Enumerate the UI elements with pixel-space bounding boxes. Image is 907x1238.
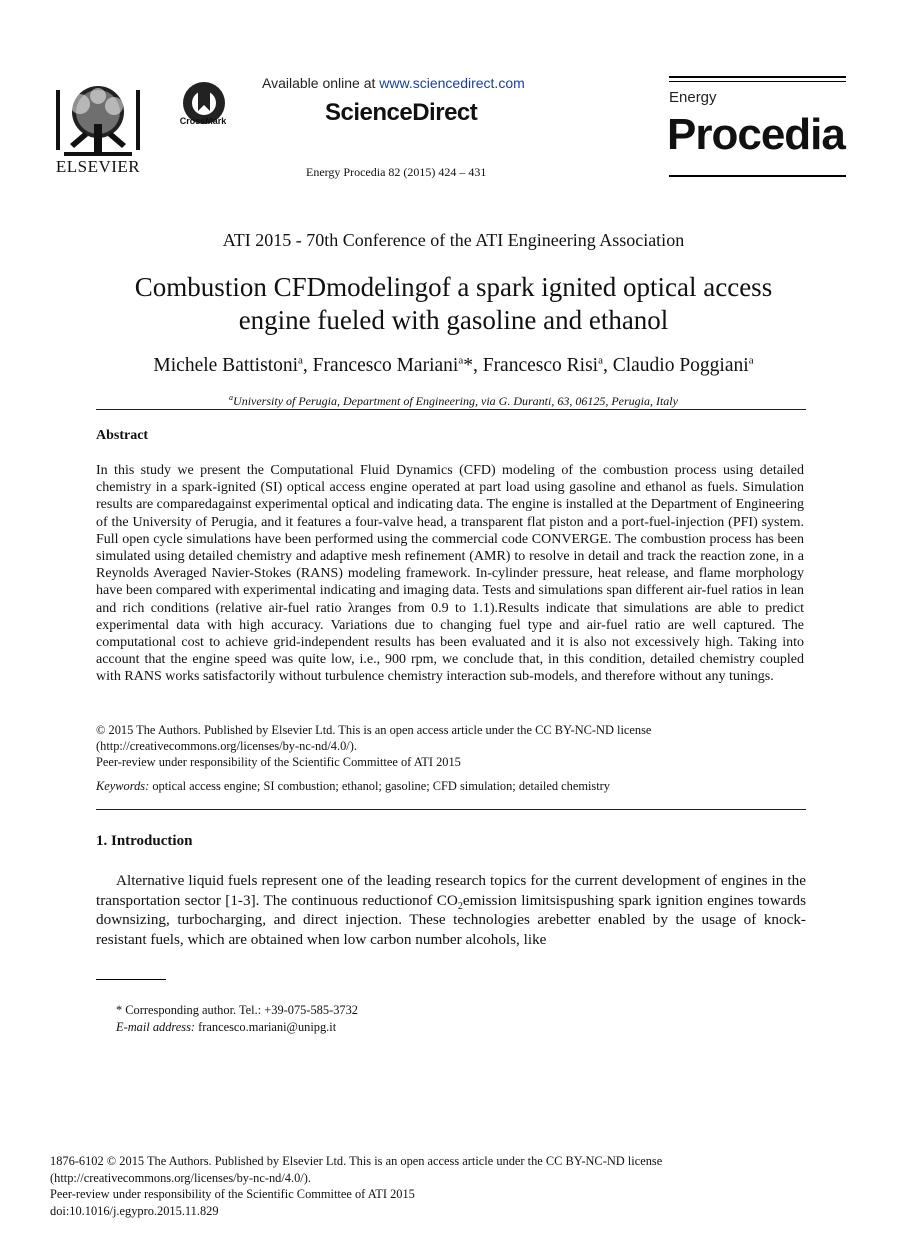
license-notice [96,722,806,770]
author-separator: , [602,355,613,376]
abstract-heading: Abstract [96,428,149,443]
email-address[interactable]: francesco.mariani@unipg.it [195,1020,337,1034]
journal-reference: Energy Procedia 82 (2015) 424 – 431 [306,165,487,179]
abstract-text: In this study we present the Computational Fluid Dynamics (CFD) modeling of the combustion process using detailed chemistry in a spark-ignited (SI) optical access engine operated at part load using gasoline and ethanol as fuels. Simulation results are comparedagainst experimental optical and indicating data. The engine is installed at the Department of Engineering of the University of Perugia, and it features a four-valve head, a transparent flat piston and a port-fuel-injection (PFI) system. Full open cycle simulations have been performed using the commercial code CONVERGE. The combustion process has been simulated using detailed chemistry and adaptive mesh refinement (AMR) to resolve in detail and track the reaction zone, in a Reynolds Averaged Navier-Stokes (RANS) modeling framework. In-cylinder pressure, heat release, and flame morphology have been compared with experimental indicating and imaging data. Tests and simulations span different air-fuel ratios in lean and rich conditions (relative air-fuel ratio λranges from 0.9 to 1.1).Results indicate that simulations are able to predict experimental data with high accuracy. Variations due to changing fuel type and air-fuel ratio are well captured. The computational cost to achieve grid-independent results has been evaluated and it is also not excessively high. Taking into account that the engine speed was quite low, i.e., 900 rpm, we conclude that, in this condition, detailed chemistry coupled with RANS works satisfactorily without turbulence chemistry interaction sub-models, and therefore without any tunings. [96,463,804,685]
license-link[interactable]: (http://creativecommons.org/licenses/by-nc-nd/4.0/). [96,739,357,753]
sciencedirect-link[interactable]: www.sciencedirect.com [379,75,525,91]
affiliation-mark: a [229,393,234,402]
email-label: E-mail address: [116,1020,196,1034]
license-line: © 2015 The Authors. Published by Elsevier Ltd. This is an open access article under the CC BY-NC-ND license [96,723,652,737]
affiliation-text: University of Perugia, Department of Engineering, via G. Duranti, 63, 06125, Perugia, Italy [233,394,678,408]
subscript: 2 [457,900,463,912]
introduction-text [96,871,806,949]
author-name: Michele Battistoni [153,355,299,376]
intro-text-b: emission limitsispushing spark ignition engines towards downsizing, turbocharging, and direct injection. These technologies arebetter enabled by the usage of knock-resistant fuels, which are obtained when low carbon number alcohols, like [96,891,806,948]
corresponding-author: * Corresponding author. Tel.: +39-075-585-3732 [116,1003,358,1017]
elsevier-wordmark: ELSEVIER [55,157,141,176]
journal-logo-rule-top [669,76,846,78]
footer-peer-review: Peer-review under responsibility of the Scientific Committee of ATI 2015 [50,1187,415,1202]
title-line-2: engine fueled with gasoline and ethanol [238,305,669,335]
author-affil-mark: a [598,354,603,367]
footer-doi[interactable]: doi:10.1016/j.egypro.2015.11.829 [50,1203,219,1218]
available-online [262,75,525,91]
journal-logo-procedia: Procedia [667,110,845,159]
journal-logo-energy: Energy [669,89,717,106]
divider [96,809,806,810]
divider [96,409,806,410]
author-name: Claudio Poggiani [612,355,749,376]
keywords-label: Keywords: [96,779,150,793]
keywords-list: optical access engine; SI combustion; ethanol; gasoline; CFD simulation; detailed chemistry [149,779,611,793]
author-affil-mark: a [298,354,303,367]
author-separator: *, [463,355,483,376]
available-prefix: Available online at [262,75,380,91]
author-affil-mark: a [748,354,754,367]
sciencedirect-brand: ScienceDirect [325,99,478,126]
author-list [0,355,907,377]
journal-logo-rule-top-thin [669,81,846,82]
journal-logo-rule-bottom [669,175,846,177]
author-affil-mark: a [458,354,464,367]
affiliation [0,394,907,409]
author-name: Francesco Mariani [312,355,459,376]
author-name: Francesco Risi [482,355,599,376]
author-separator: , [302,355,313,376]
peer-review-line: Peer-review under responsibility of the Scientific Committee of ATI 2015 [96,755,461,769]
crossmark-label: CrossMark [179,116,227,126]
email-footnote [116,1020,336,1035]
footer-license-link[interactable]: (http://creativecommons.org/licenses/by-nc-nd/4.0/). [50,1170,311,1185]
page-footer [50,1153,850,1219]
footnote-rule [96,979,166,980]
title-line-1: Combustion CFDmodelingof a spark ignited optical access [134,272,773,302]
paper-title [80,271,827,337]
section-heading-introduction: 1. Introduction [96,833,193,849]
intro-text-a: Alternative liquid fuels represent one of the leading research topics for the current development of engines in the transportation sector [1-3]. The continuous reductionof CO [96,872,806,909]
footer-issn-license: 1876-6102 © 2015 The Authors. Published by Elsevier Ltd. This is an open access article under the CC BY-NC-ND license [50,1154,663,1168]
conference-name: ATI 2015 - 70th Conference of the ATI Engineering Association [222,230,685,250]
keywords [96,779,806,794]
